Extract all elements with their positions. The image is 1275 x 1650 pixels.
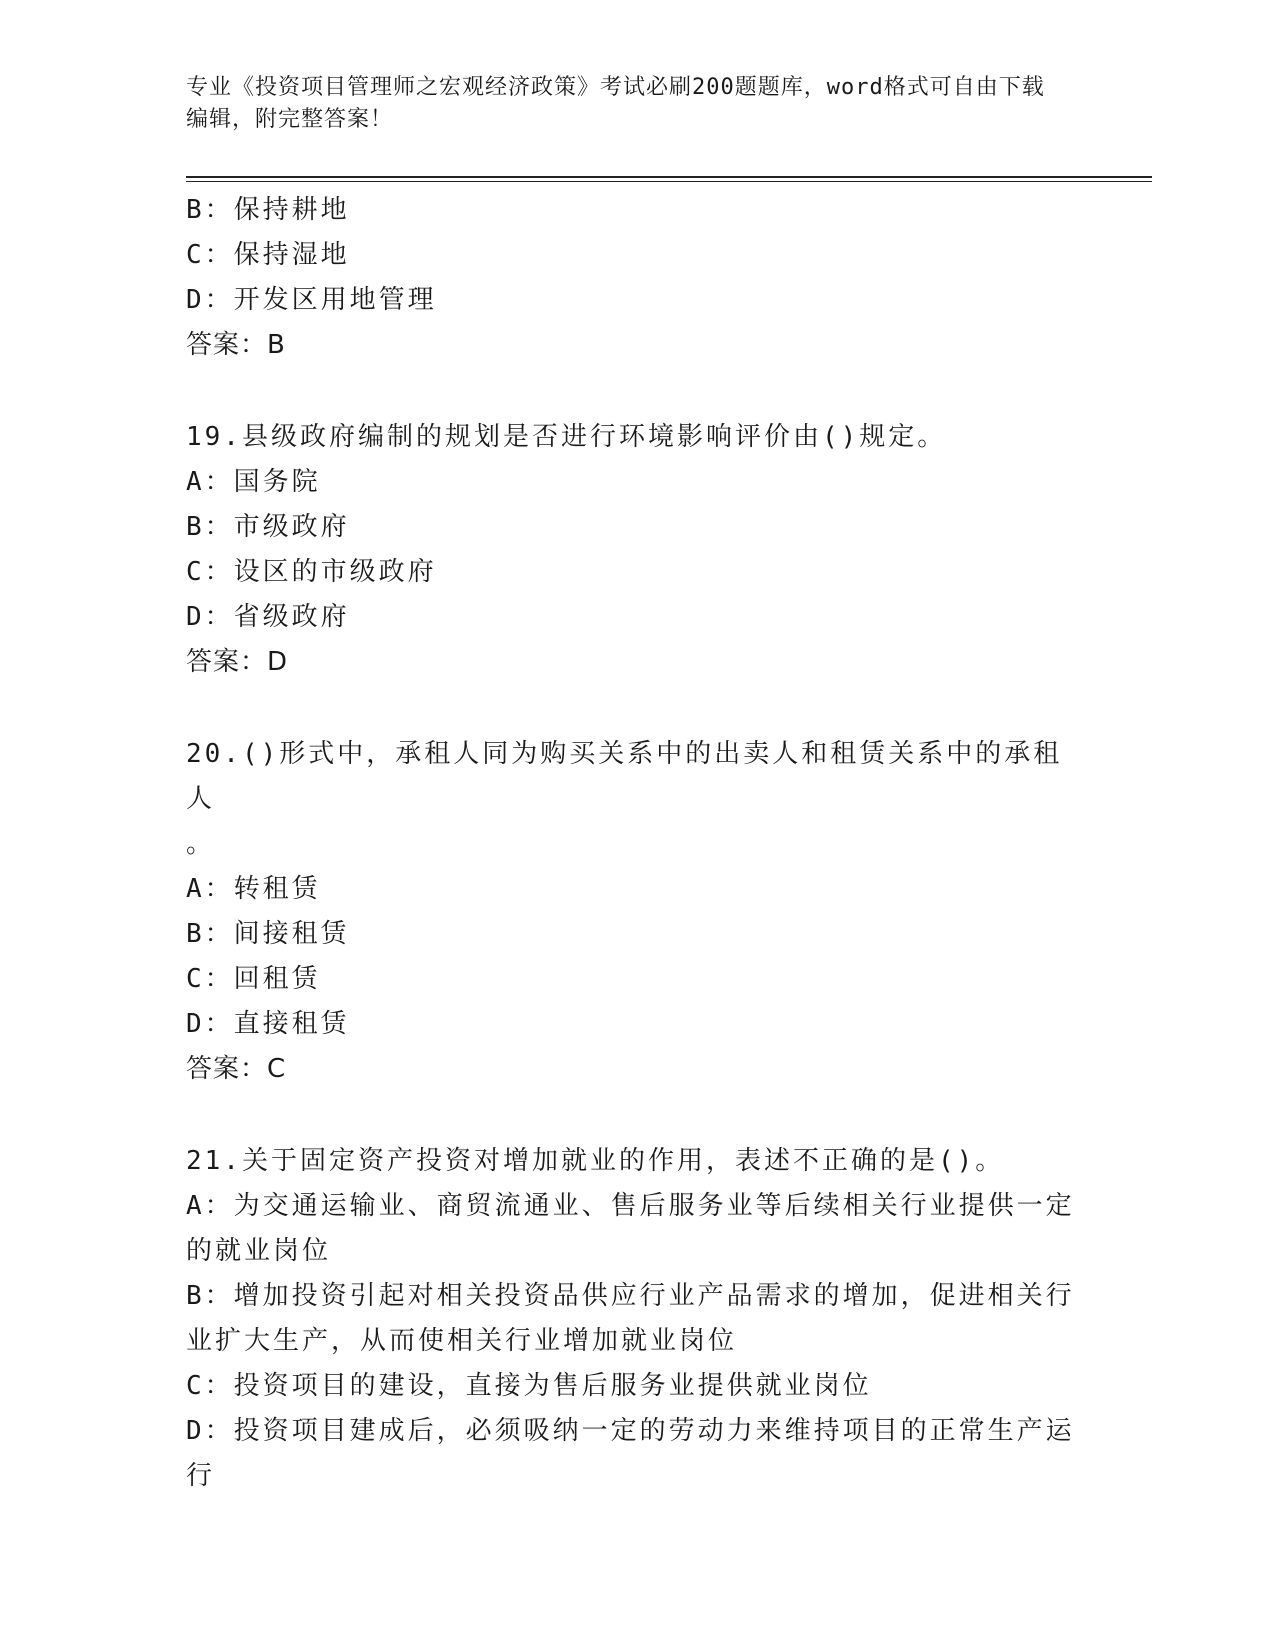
answer: 答案：D <box>186 647 289 677</box>
question-stem: 19.县级政府编制的规划是否进行环境影响评价由()规定。 <box>186 422 947 452</box>
answer: 答案：C <box>186 1054 287 1084</box>
spacer <box>186 368 1076 415</box>
option-b: B：间接租赁 <box>186 919 350 949</box>
option-d: D：省级政府 <box>186 602 350 632</box>
question-19 <box>186 415 1076 685</box>
question-list <box>186 188 1076 1499</box>
option-a: A：国务院 <box>186 467 321 497</box>
option-b: B：市级政府 <box>186 512 350 542</box>
spacer <box>186 685 1076 732</box>
question-stem: 21.关于固定资产投资对增加就业的作用，表述不正确的是()。 <box>186 1146 1005 1176</box>
option-d: D：投资项目建成后，必须吸纳一定的劳动力来维持项目的正常生产运行 <box>186 1416 1075 1491</box>
question-stem-continuation: 。 <box>186 829 216 859</box>
spacer <box>186 1092 1076 1139</box>
question-18-tail <box>186 188 1076 368</box>
option-b: B：增加投资引起对相关投资品供应行业产品需求的增加，促进相关行业扩大生产，从而使相关行业增加就业岗位 <box>186 1281 1075 1356</box>
option-d: D：直接租赁 <box>186 1009 350 1039</box>
option-b: B：保持耕地 <box>186 195 350 225</box>
option-c: C：保持湿地 <box>186 240 350 270</box>
option-a: A：为交通运输业、商贸流通业、售后服务业等后续相关行业提供一定的就业岗位 <box>186 1191 1075 1266</box>
option-c: C：设区的市级政府 <box>186 557 437 587</box>
question-20 <box>186 732 1076 1092</box>
option-a: A：转租赁 <box>186 874 321 904</box>
question-stem: 20.()形式中，承租人同为购买关系中的出卖人和租赁关系中的承租人 <box>186 739 1063 814</box>
option-c: C：投资项目的建设，直接为售后服务业提供就业岗位 <box>186 1371 872 1401</box>
answer: 答案：B <box>186 330 286 360</box>
option-d: D：开发区用地管理 <box>186 285 437 315</box>
document-header: 专业《投资项目管理师之宏观经济政策》考试必刷200题题库，word格式可自由下载编辑，附完整答案！ <box>186 75 1045 132</box>
header-rule-thin <box>186 181 1152 182</box>
header-rule-thick <box>186 176 1152 178</box>
question-21 <box>186 1139 1076 1499</box>
option-c: C：回租赁 <box>186 964 321 994</box>
